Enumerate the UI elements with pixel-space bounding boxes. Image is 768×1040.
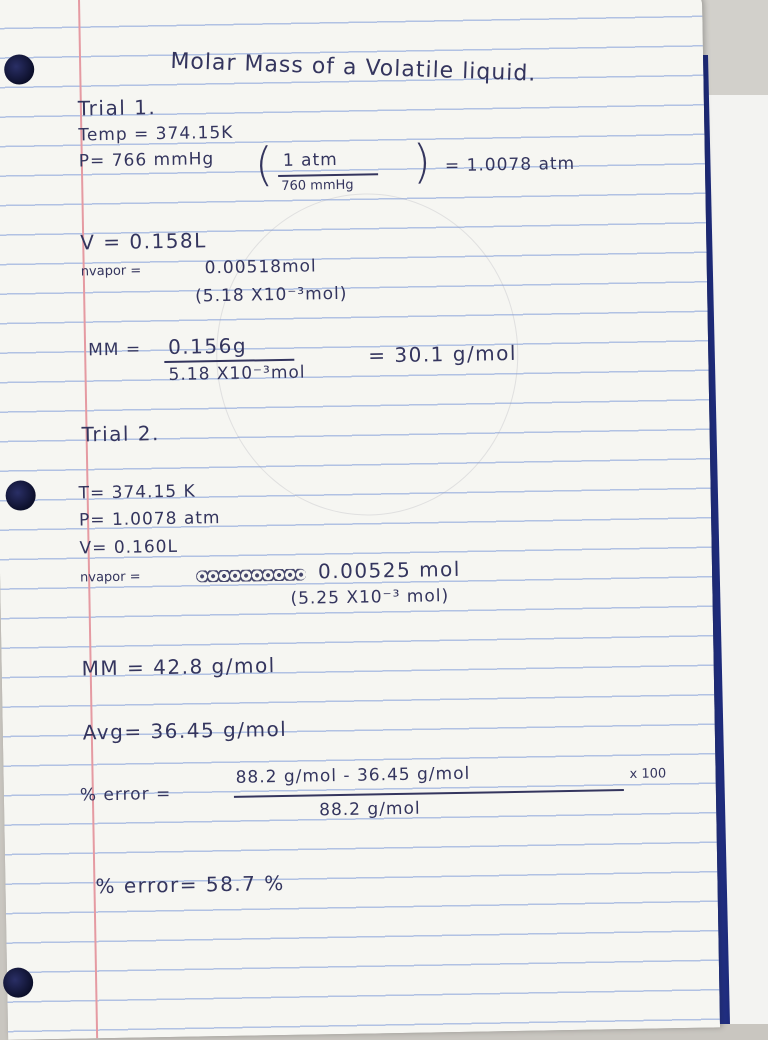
trial1-mm-numerator: 0.156g: [167, 333, 248, 359]
trial1-mm-result: = 30.1 g/mol: [368, 340, 518, 368]
trial1-nvapor-sci: (5.18 X10⁻³mol): [195, 283, 348, 307]
crossed-out-scribble: [196, 569, 306, 583]
binder-hole: [3, 967, 34, 998]
trial1-temp: Temp = 374.15K: [78, 122, 234, 146]
trial2-temp: T= 374.15 K: [78, 481, 196, 504]
trial1-mm-denominator: 5.18 X10⁻³mol: [168, 362, 306, 385]
percent-error-label: % error =: [79, 783, 172, 806]
trial2-volume: V= 0.160L: [79, 536, 179, 559]
fraction-bar: [234, 789, 624, 797]
trial1-conv-result: = 1.0078 atm: [444, 153, 576, 177]
fraction-bar: [278, 173, 378, 176]
trial1-nvapor-value: 0.00518mol: [204, 256, 317, 279]
percent-error-result: % error= 58.7 %: [95, 870, 285, 899]
trial2-nvapor-sci: (5.25 X10⁻³ mol): [290, 586, 450, 609]
trial2-nvapor-label: nvapor =: [79, 569, 141, 586]
times-hundred: x 100: [629, 766, 667, 782]
trial1-pressure: P= 766 mmHg: [78, 149, 215, 172]
page-title: Molar Mass of a Volatile liquid.: [170, 48, 537, 87]
binder-hole: [5, 480, 36, 511]
trial1-nvapor-label: nvapor =: [80, 263, 142, 280]
percent-error-denominator: 88.2 g/mol: [319, 798, 421, 821]
close-paren: ): [412, 134, 432, 189]
trial2-heading: Trial 2.: [81, 421, 161, 447]
binder-hole: [4, 54, 35, 85]
trial2-mm: MM = 42.8 g/mol: [81, 653, 276, 681]
average-molar-mass: Avg= 36.45 g/mol: [82, 716, 288, 745]
trial2-pressure: P= 1.0078 atm: [78, 508, 221, 531]
trial1-volume: V = 0.158L: [80, 228, 207, 255]
trial1-conv-denominator: 760 mmHg: [281, 177, 354, 194]
percent-error-numerator: 88.2 g/mol - 36.45 g/mol: [235, 763, 471, 788]
trial1-conv-numerator: 1 atm: [282, 149, 338, 171]
trial2-nvapor-value: 0.00525 mol: [317, 556, 462, 584]
open-paren: (: [254, 137, 274, 192]
trial1-heading: Trial 1.: [77, 95, 157, 121]
trial1-mm-label: MM =: [87, 339, 142, 361]
